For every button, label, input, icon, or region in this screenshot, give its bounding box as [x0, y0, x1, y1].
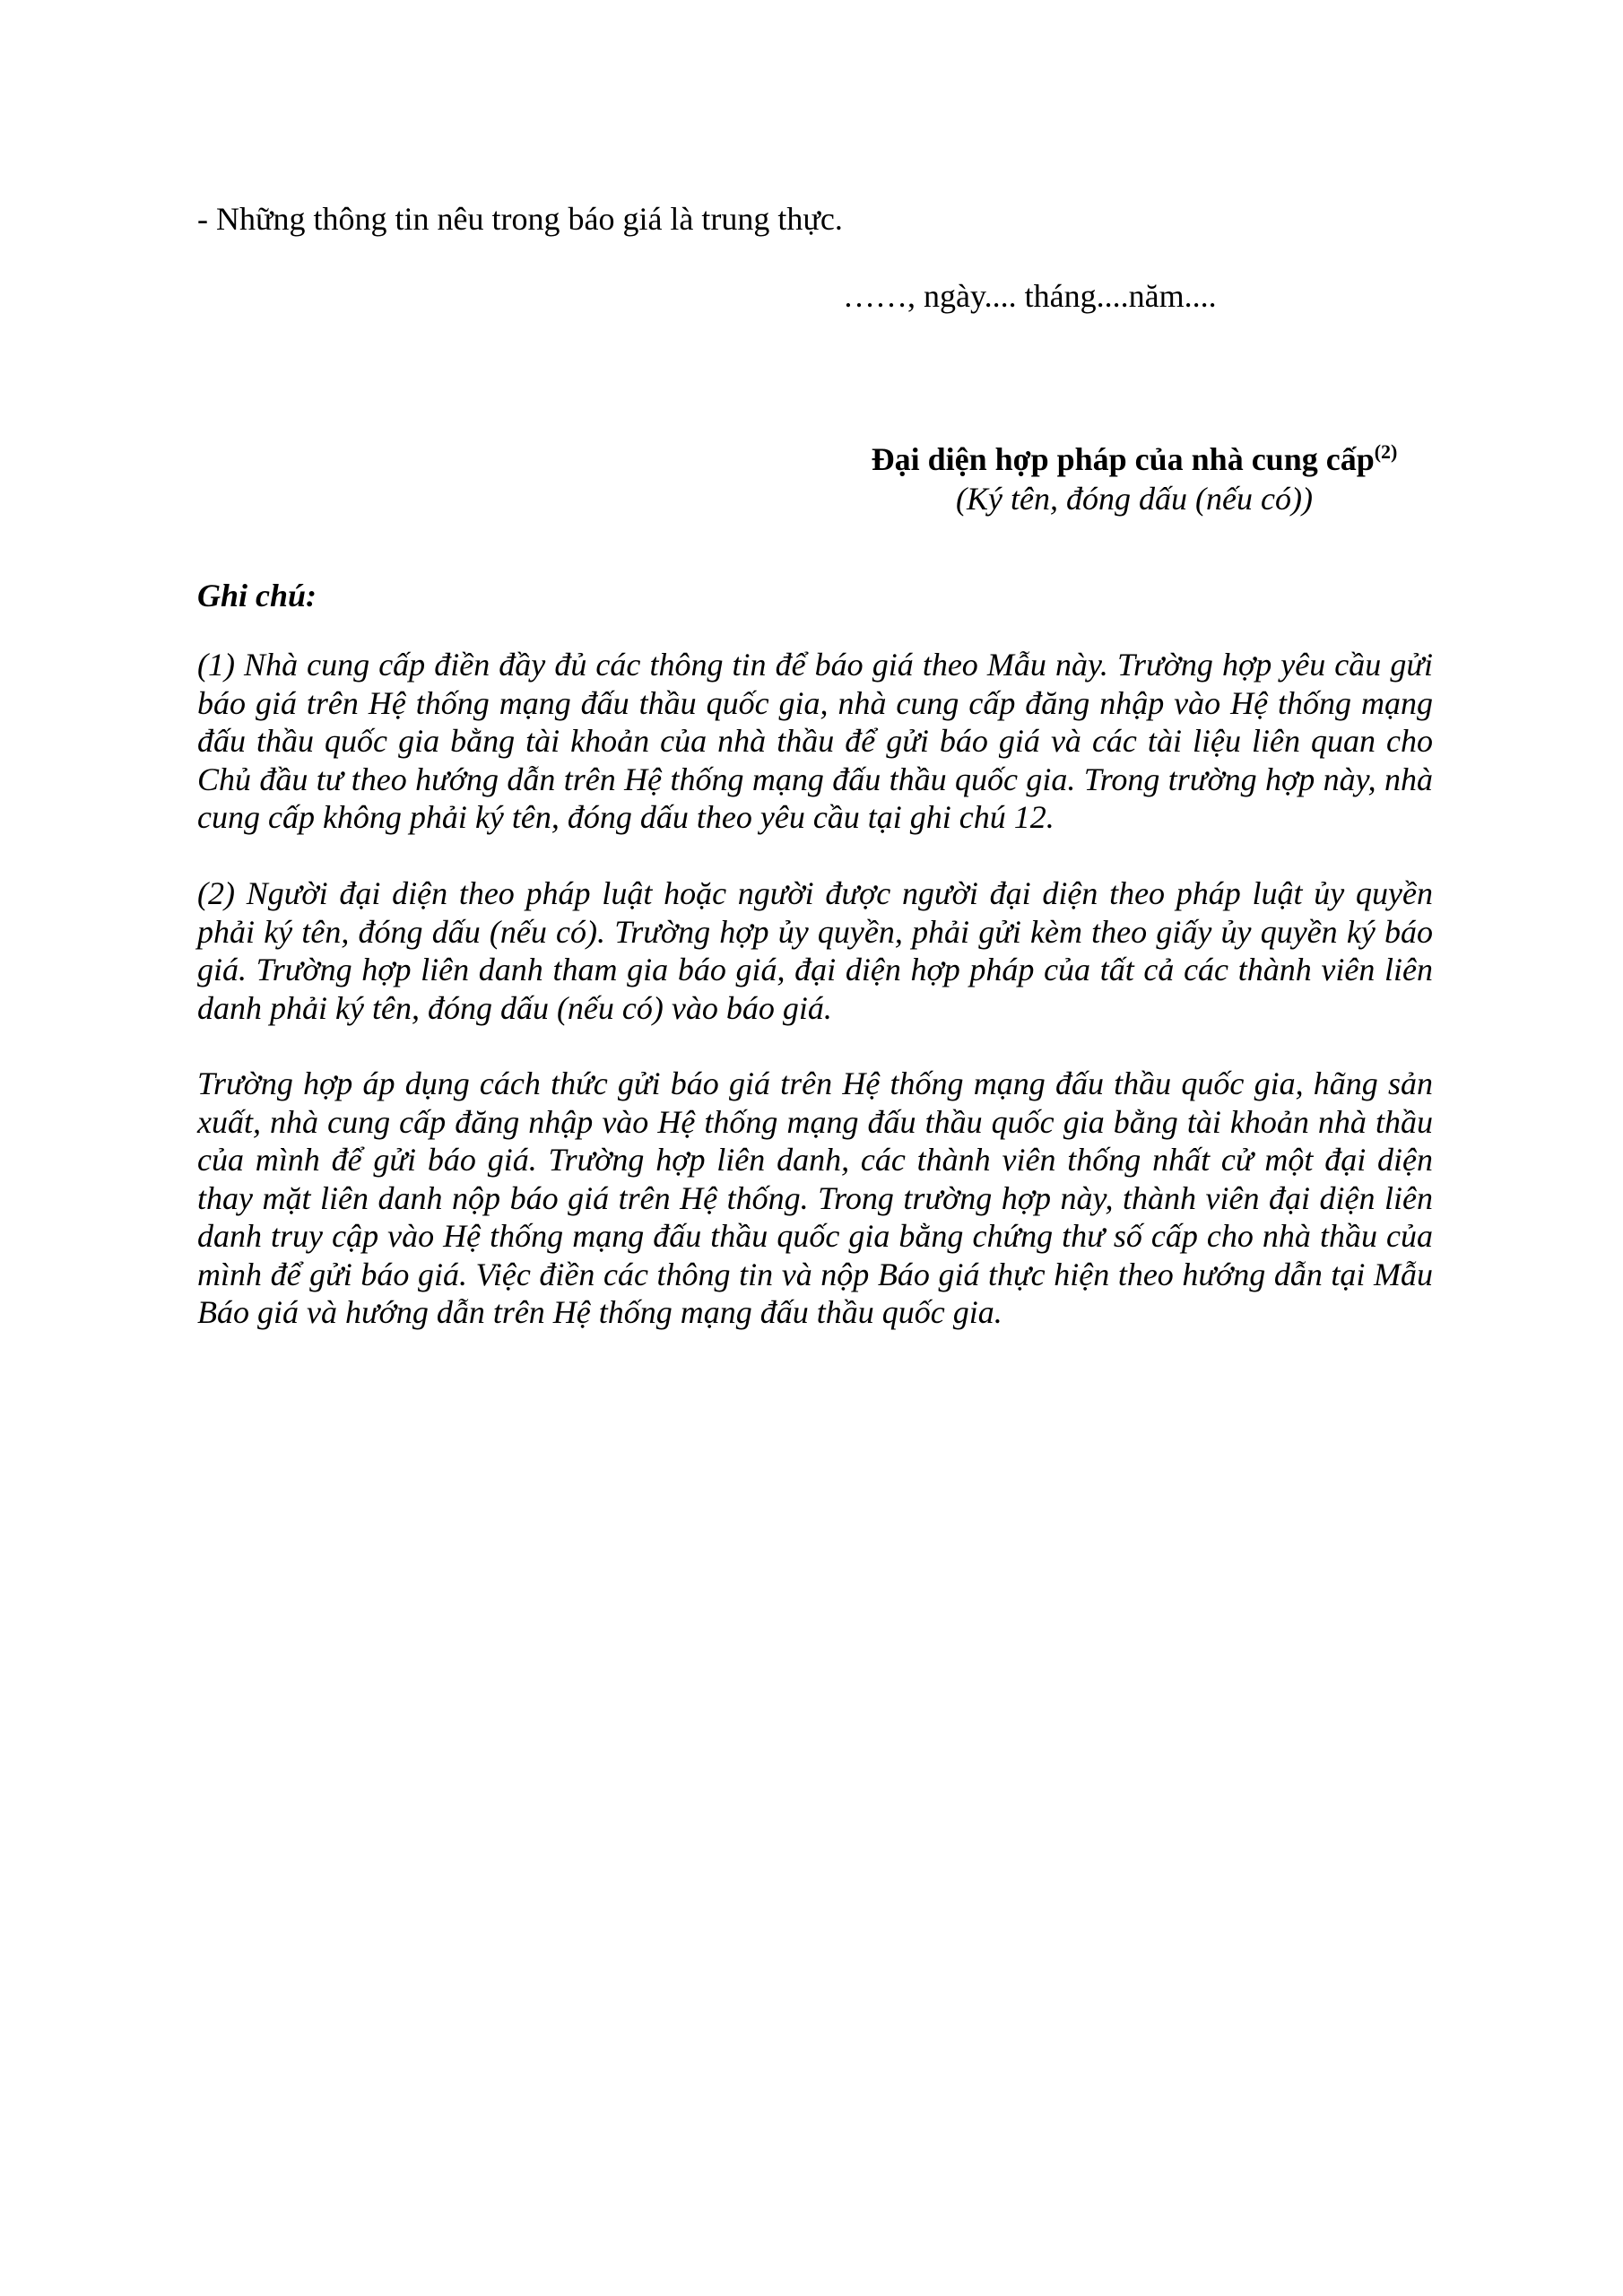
signature-footnote-ref: (2) — [1374, 440, 1398, 463]
note-paragraph-2: (2) Người đại diện theo pháp luật hoặc người được người đại diện theo pháp luật ủy quyền phải ký tên, đóng dấu (nếu có). Trường hợp ủy quyền, phải gửi kèm theo giấy ủy quyền ký báo giá. Trường hợp liên danh tham gia báo giá, đại diện hợp pháp của tất cả các thành viên liên danh phải ký tên, đóng dấu (nếu có) vào báo giá. — [197, 875, 1433, 1026]
note-paragraph-1: (1) Nhà cung cấp điền đầy đủ các thông tin để báo giá theo Mẫu này. Trường hợp yêu cầu gửi báo giá trên Hệ thống mạng đấu thầu quốc gia, nhà cung cấp đăng nhập vào Hệ thống mạng đấu thầu quốc gia bằng tài khoản của nhà thầu để gửi báo giá và các tài liệu liên quan cho Chủ đầu tư theo hướng dẫn trên Hệ thống mạng đấu thầu quốc gia. Trong trường hợp này, nhà cung cấp không phải ký tên, đóng dấu theo yêu cầu tại ghi chú 12. — [197, 647, 1433, 835]
signature-instruction: (Ký tên, đóng dấu (nếu có)) — [956, 481, 1313, 517]
signature-block — [789, 439, 1480, 518]
signature-title — [789, 439, 1480, 479]
note-paragraph-3: Trường hợp áp dụng cách thức gửi báo giá trên Hệ thống mạng đấu thầu quốc gia, hãng sản xuất, nhà cung cấp đăng nhập vào Hệ thống mạng đấu thầu quốc gia bằng tài khoản nhà thầu của mình để gửi báo giá. Trường hợp liên danh, các thành viên thống nhất cử một đại diện thay mặt liên danh nộp báo giá trên Hệ thống. Trong trường hợp này, thành viên đại diện liên danh truy cập vào Hệ thống mạng đấu thầu quốc gia bằng chứng thư số cấp cho nhà thầu của mình để gửi báo giá. Việc điền các thông tin và nộp Báo giá thực hiện theo hướng dẫn tại Mẫu Báo giá và hướng dẫn trên Hệ thống mạng đấu thầu quốc gia. — [197, 1065, 1433, 1330]
date-placeholder-line: ……, ngày.... tháng....năm.... — [843, 278, 1217, 314]
signature-title-text: Đại diện hợp pháp của nhà cung cấp — [871, 441, 1375, 477]
notes-heading: Ghi chú: — [197, 578, 317, 613]
truthfulness-statement: - Những thông tin nêu trong báo giá là trung thực. — [197, 201, 843, 237]
